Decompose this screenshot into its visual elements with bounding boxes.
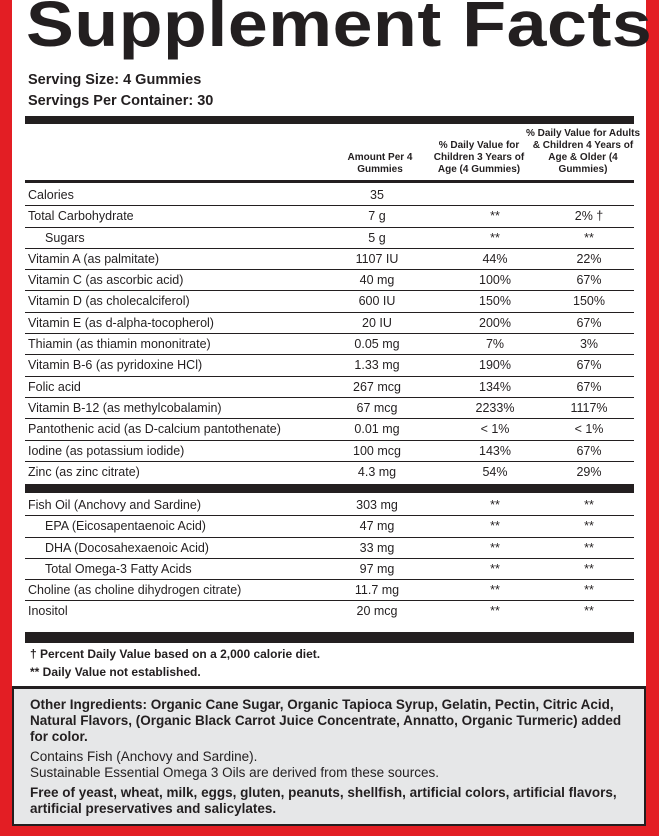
dv-children: **	[490, 583, 500, 598]
dv-adults: 1117%	[570, 400, 608, 415]
nutrient-name: Pantothenic acid (as D-calcium pantothenate)	[28, 422, 281, 437]
dv-children: 134%	[479, 379, 511, 394]
amount: 267 mcg	[353, 379, 401, 394]
nutrient-name: Vitamin C (as ascorbic acid)	[28, 273, 184, 288]
header-children: % Daily Value for Children 3 Years of Age (4 Gummies)	[433, 140, 525, 175]
nutrient-name: Total Omega-3 Fatty Acids	[45, 561, 192, 576]
dv-children: 54%	[482, 464, 508, 479]
nutrient-name: Inositol	[28, 604, 68, 619]
amount: 600 IU	[358, 294, 396, 309]
header-amount: Amount Per 4 Gummies	[347, 152, 413, 175]
dv-children: 7%	[485, 337, 505, 352]
table-row	[25, 270, 634, 291]
dv-children: 190%	[479, 358, 511, 373]
nutrient-name: Thiamin (as thiamin mononitrate)	[28, 337, 211, 352]
dv-children: **	[490, 230, 500, 245]
amount: 4.3 mg	[357, 464, 397, 479]
table-row	[25, 377, 634, 398]
dv-adults: **	[584, 540, 594, 555]
amount: 11.7 mg	[354, 583, 400, 598]
amount: 0.01 mg	[354, 422, 400, 437]
table-row	[25, 516, 634, 537]
dv-adults: 3%	[579, 337, 599, 352]
dv-children: **	[490, 519, 500, 534]
supplement-facts-panel	[12, 0, 653, 686]
dv-children: 44%	[482, 251, 508, 266]
table-row	[25, 559, 634, 580]
nutrient-name: Vitamin D (as cholecalciferol)	[28, 294, 190, 309]
table-row	[25, 538, 634, 559]
nutrient-name: Vitamin B-6 (as pyridoxine HCl)	[28, 358, 203, 373]
divider-thick	[25, 116, 634, 124]
footnote-asterisk: ** Daily Value not established.	[30, 665, 201, 679]
table-row	[25, 313, 634, 334]
table-row	[25, 291, 634, 312]
footnote-dagger: † Percent Daily Value based on a 2,000 calorie diet.	[30, 647, 321, 661]
amount: 33 mg	[359, 540, 395, 555]
nutrient-rows	[25, 185, 634, 483]
dv-children: 143%	[479, 443, 511, 458]
table-row	[25, 228, 634, 249]
table-row	[25, 398, 634, 419]
amount: 7 g	[368, 209, 386, 224]
dv-children: 200%	[479, 315, 511, 330]
nutrient-name: Folic acid	[28, 379, 81, 394]
servings-per-container: Servings Per Container: 30	[28, 93, 214, 109]
dv-adults: 22%	[576, 251, 602, 266]
sustainable-statement: Sustainable Essential Omega 3 Oils are derived from these sources.	[30, 765, 439, 780]
dv-adults: 67%	[576, 273, 602, 288]
dv-adults: 67%	[576, 379, 602, 394]
amount: 1.33 mg	[354, 358, 400, 373]
dv-adults: < 1%	[574, 422, 604, 437]
nutrient-name: EPA (Eicosapentaenoic Acid)	[45, 519, 206, 534]
dv-adults: 67%	[576, 358, 602, 373]
other-ingredients: Other Ingredients: Organic Cane Sugar, Organic Tapioca Syrup, Gelatin, Pectin, Citric Acid, Natural Flavors, (Organic Black Carrot Juice Concentrate, Annatto, Organic Turmeric) added for color.	[30, 697, 622, 744]
amount: 0.05 mg	[354, 337, 400, 352]
amount: 5 g	[368, 230, 386, 245]
dv-children: 100%	[479, 273, 511, 288]
table-row	[25, 495, 634, 516]
header-adults: % Daily Value for Adults & Children 4 Years of Age & Older (4 Gummies)	[525, 128, 641, 175]
nutrient-name: Vitamin B-12 (as methylcobalamin)	[28, 400, 222, 415]
free-of-statement: Free of yeast, wheat, milk, eggs, gluten, peanuts, shellfish, artificial colors, artificial flavors, artificial preservatives and salicylates.	[30, 785, 617, 816]
dv-adults: 67%	[576, 443, 602, 458]
amount: 97 mg	[359, 561, 395, 576]
amount: 1107 IU	[355, 251, 399, 266]
amount: 303 mg	[356, 498, 398, 512]
table-row	[25, 334, 634, 355]
ingredients-box	[12, 686, 646, 826]
dv-adults: 2% †	[574, 209, 604, 224]
amount: 20 mcg	[356, 604, 398, 619]
table-header	[25, 124, 641, 183]
title: Supplement Facts	[26, 0, 653, 60]
nutrient-name: Sugars	[45, 230, 85, 245]
table-row	[25, 419, 634, 440]
amount: 100 mcg	[353, 443, 401, 458]
other-nutrient-rows	[25, 495, 634, 623]
serving-size: Serving Size: 4 Gummies	[28, 72, 202, 88]
dv-adults: 150%	[573, 294, 605, 309]
nutrient-name: DHA (Docosahexaenoic Acid)	[45, 540, 209, 555]
nutrient-name: Zinc (as zinc citrate)	[28, 464, 140, 479]
nutrient-name: Vitamin E (as d-alpha-tocopherol)	[28, 315, 214, 330]
amount: 47 mg	[359, 519, 395, 534]
dv-adults: **	[584, 583, 594, 598]
dv-adults: **	[584, 604, 594, 619]
dv-adults: **	[584, 561, 594, 576]
amount: 40 mg	[359, 273, 395, 288]
nutrient-name: Iodine (as potassium iodide)	[28, 443, 185, 458]
dv-adults: **	[584, 519, 594, 534]
dv-children: **	[490, 561, 500, 576]
contains-statement: Contains Fish (Anchovy and Sardine).	[30, 749, 258, 764]
dv-children: **	[490, 604, 500, 619]
table-row	[25, 355, 634, 376]
table-row	[25, 185, 634, 206]
table-row	[25, 206, 634, 227]
nutrient-name: Fish Oil (Anchovy and Sardine)	[28, 498, 201, 512]
nutrient-name: Choline (as choline dihydrogen citrate)	[28, 583, 242, 598]
amount: 20 IU	[362, 315, 392, 330]
dv-children: < 1%	[480, 422, 510, 437]
nutrient-name: Total Carbohydrate	[28, 209, 134, 224]
table-row	[25, 441, 634, 462]
table-row	[25, 462, 634, 483]
table-row	[25, 580, 634, 601]
divider-thick	[25, 632, 634, 643]
nutrient-name: Calories	[28, 188, 74, 202]
table-row	[25, 601, 634, 622]
dv-adults: 67%	[576, 315, 602, 330]
amount: 35	[370, 188, 384, 202]
dv-adults: **	[584, 230, 594, 245]
dv-children: **	[490, 540, 500, 555]
dv-children: 2233%	[475, 400, 515, 415]
nutrient-name: Vitamin A (as palmitate)	[28, 251, 160, 266]
dv-children: **	[490, 498, 500, 512]
dv-children: 150%	[479, 294, 511, 309]
divider-thick	[25, 484, 634, 493]
dv-children: **	[490, 209, 500, 224]
dv-adults: **	[584, 498, 594, 512]
amount: 67 mcg	[356, 400, 398, 415]
dv-adults: 29%	[576, 464, 602, 479]
table-row	[25, 249, 634, 270]
